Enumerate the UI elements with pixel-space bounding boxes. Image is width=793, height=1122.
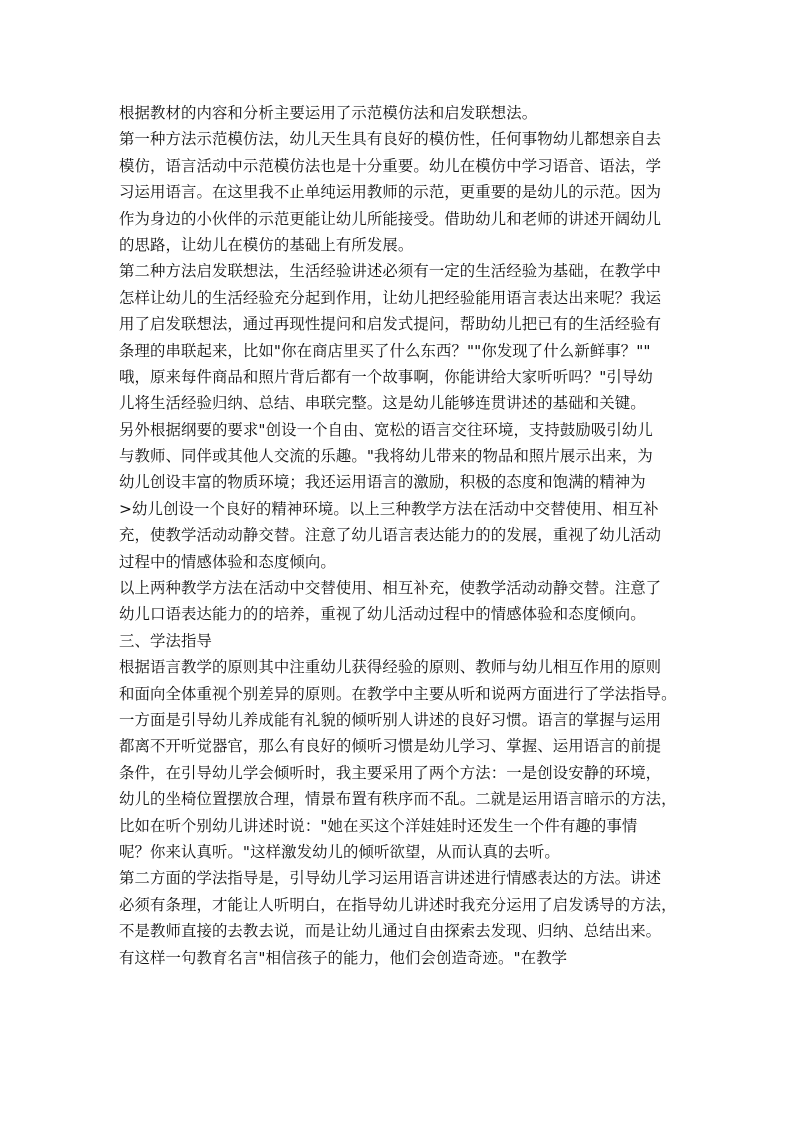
text-line: 第二种方法启发联想法，生活经验讲述必须有一定的生活经验为基础，在教学中 [119, 262, 662, 281]
text-line: 幼儿口语表达能力的的培养，重视了幼儿活动过程中的情感体验和态度倾向。 [119, 605, 646, 624]
text-line: 根据语言教学的原则其中注重幼儿获得经验的原则、教师与幼儿相互作用的原则 [119, 658, 662, 677]
text-line: 以上两种教学方法在活动中交替使用、相互补充，使教学活动动静交替。注意了 [119, 579, 662, 598]
text-line: 怎样让幼儿的生活经验充分起到作用，让幼儿把经验能用语言表达出来呢？我运 [119, 288, 662, 307]
text-line: 必须有条理，才能让人听明白，在指导幼儿讲述时我充分运用了启发诱导的方法， [119, 895, 677, 914]
text-line: 都离不开听觉器官，那么有良好的倾听习惯是幼儿学习、掌握、运用语言的前提 [119, 737, 662, 756]
text-line: >幼儿创设一个良好的精神环境。以上三种教学方法在活动中交替使用、相互补 [119, 499, 659, 518]
text-line: 与教师、同伴或其他人交流的乐趣。"我将幼儿带来的物品和照片展示出来，为 [119, 447, 653, 466]
text-line: 和面向全体重视个别差异的原则。在教学中主要从听和说两方面进行了学法指导。 [119, 684, 677, 703]
text-line: 不是教师直接的去教去说，而是让幼儿通过自由探索去发现、归纳、总结出来。 [119, 922, 662, 941]
text-line: 儿将生活经验归纳、总结、串联完整。这是幼儿能够连贯讲述的基础和关键。 [119, 394, 646, 413]
text-line: 条件，在引导幼儿学会倾听时，我主要采用了两个方法：一是创设安静的环境， [119, 763, 662, 782]
section-heading: 三、学法指导 [119, 631, 212, 650]
text-line: 用了启发联想法，通过再现性提问和启发式提问，帮助幼儿把已有的生活经验有 [119, 315, 662, 334]
text-line: 另外根据纲要的要求"创设一个自由、宽松的语言交往环境，支持鼓励吸引幼儿 [119, 420, 653, 439]
text-line: 第一种方法示范模仿法，幼儿天生具有良好的模仿性，任何事物幼儿都想亲自去 [119, 130, 662, 149]
text-line: 有这样一句教育名言"相信孩子的能力，他们会创造奇迹。"在教学 [119, 948, 568, 967]
text-line: 幼儿创设丰富的物质环境；我还运用语言的激励，积极的态度和饱满的精神为 [119, 473, 646, 492]
text-line: 的思路，让幼儿在模仿的基础上有所发展。 [119, 235, 414, 254]
text-line: 第二方面的学法指导是，引导幼儿学习运用语言讲述进行情感表达的方法。讲述 [119, 869, 662, 888]
text-line: 充，使教学活动动静交替。注意了幼儿语言表达能力的的发展，重视了幼儿活动 [119, 526, 662, 545]
text-line: 模仿，语言活动中示范模仿法也是十分重要。幼儿在模仿中学习语音、语法，学 [119, 156, 662, 175]
text-line: 哦，原来每件商品和照片背后都有一个故事啊，你能讲给大家听听吗？"引导幼 [119, 367, 653, 386]
text-line: 过程中的情感体验和态度倾向。 [119, 552, 336, 571]
text-line: 条理的串联起来，比如"你在商店里买了什么东西？""你发现了什么新鲜事？"" [119, 341, 651, 360]
text-line: 作为身边的小伙伴的示范更能让幼儿所能接受。借助幼儿和老师的讲述开阔幼儿 [119, 209, 662, 228]
text-line: 比如在听个别幼儿讲述时说："她在买这个洋娃娃时还发生一个件有趣的事情 [119, 816, 638, 835]
text-line: 习运用语言。在这里我不止单纯运用教师的示范，更重要的是幼儿的示范。因为 [119, 183, 662, 202]
text-line: 根据教材的内容和分析主要运用了示范模仿法和启发联想法。 [119, 104, 538, 122]
text-line: 一方面是引导幼儿养成能有礼貌的倾听别人讲述的良好习惯。语言的掌握与运用 [119, 710, 662, 729]
text-line: 呢？你来认真听。"这样激发幼儿的倾听欲望，从而认真的去听。 [119, 842, 560, 861]
document-body [119, 100, 679, 971]
text-line: 幼儿的坐椅位置摆放合理，情景布置有秩序而不乱。二就是运用语言暗示的方法， [119, 790, 677, 809]
